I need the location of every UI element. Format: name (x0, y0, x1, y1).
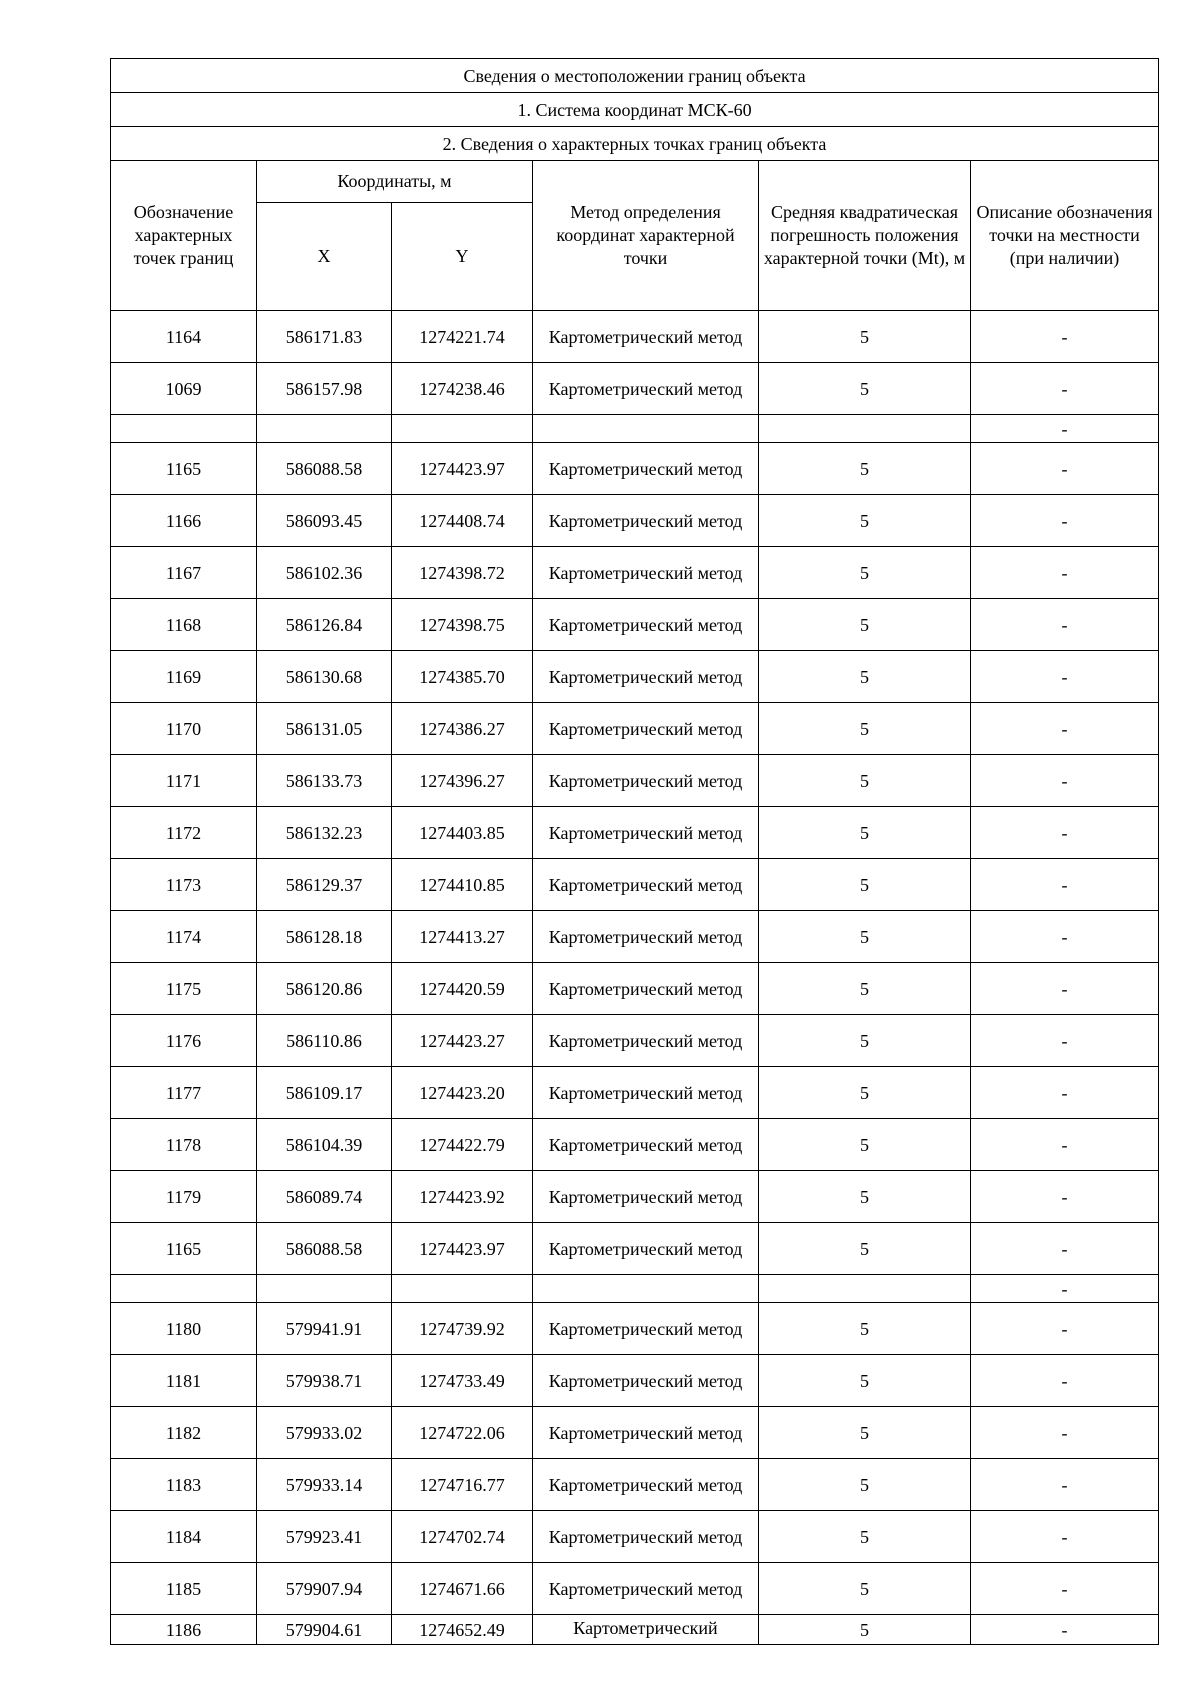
y-cell: 1274739.92 (392, 1303, 533, 1355)
table-row (111, 1303, 1159, 1355)
point-cell: 1184 (111, 1511, 257, 1563)
accuracy-cell: 5 (759, 1171, 971, 1223)
point-cell: 1174 (111, 911, 257, 963)
description-cell: - (971, 599, 1159, 651)
x-cell: 586133.73 (257, 755, 392, 807)
table-row (111, 807, 1159, 859)
header-accuracy: Средняя квадратическая погрешность положения характерной точки (Mt), м (759, 161, 971, 311)
point-cell (111, 1275, 257, 1303)
header-coordinates: Координаты, м (257, 161, 533, 203)
point-cell: 1179 (111, 1171, 257, 1223)
x-cell: 579941.91 (257, 1303, 392, 1355)
point-cell: 1169 (111, 651, 257, 703)
description-cell: - (971, 1223, 1159, 1275)
accuracy-cell: 5 (759, 1407, 971, 1459)
y-cell (392, 1275, 533, 1303)
table-row (111, 1407, 1159, 1459)
method-cell: Картометрический метод (533, 495, 759, 547)
table-row (111, 1067, 1159, 1119)
x-cell: 586102.36 (257, 547, 392, 599)
accuracy-cell (759, 1275, 971, 1303)
table-row (111, 1459, 1159, 1511)
x-cell: 579938.71 (257, 1355, 392, 1407)
description-cell: - (971, 443, 1159, 495)
accuracy-cell: 5 (759, 1615, 971, 1645)
x-cell: 586104.39 (257, 1119, 392, 1171)
y-cell: 1274385.70 (392, 651, 533, 703)
x-cell: 586132.23 (257, 807, 392, 859)
table-row (111, 311, 1159, 363)
accuracy-cell: 5 (759, 1067, 971, 1119)
accuracy-cell: 5 (759, 363, 971, 415)
table-row (111, 1563, 1159, 1615)
y-cell: 1274396.27 (392, 755, 533, 807)
accuracy-cell: 5 (759, 1303, 971, 1355)
header-method: Метод определения координат характерной точки (533, 161, 759, 311)
method-cell: Картометрический метод (533, 1459, 759, 1511)
point-cell: 1180 (111, 1303, 257, 1355)
method-cell: Картометрический метод (533, 651, 759, 703)
accuracy-cell: 5 (759, 1119, 971, 1171)
x-cell: 586171.83 (257, 311, 392, 363)
method-cell: Картометрический метод (533, 1015, 759, 1067)
y-cell: 1274722.06 (392, 1407, 533, 1459)
table-row (111, 859, 1159, 911)
description-cell: - (971, 1355, 1159, 1407)
y-cell: 1274410.85 (392, 859, 533, 911)
point-cell: 1167 (111, 547, 257, 599)
header-x: X (257, 203, 392, 311)
point-cell: 1178 (111, 1119, 257, 1171)
description-cell: - (971, 651, 1159, 703)
method-cell: Картометрический метод (533, 703, 759, 755)
point-cell: 1166 (111, 495, 257, 547)
y-cell: 1274423.97 (392, 443, 533, 495)
y-cell: 1274398.72 (392, 547, 533, 599)
table-row (111, 651, 1159, 703)
method-cell: Картометрический метод (533, 1563, 759, 1615)
description-cell: - (971, 1119, 1159, 1171)
y-cell: 1274408.74 (392, 495, 533, 547)
y-cell: 1274403.85 (392, 807, 533, 859)
x-cell: 586126.84 (257, 599, 392, 651)
y-cell: 1274702.74 (392, 1511, 533, 1563)
y-cell (392, 415, 533, 443)
x-cell: 586109.17 (257, 1067, 392, 1119)
boundary-points-table (110, 58, 1159, 1645)
accuracy-cell (759, 415, 971, 443)
accuracy-cell: 5 (759, 311, 971, 363)
y-cell: 1274671.66 (392, 1563, 533, 1615)
description-cell: - (971, 1303, 1159, 1355)
y-cell: 1274423.92 (392, 1171, 533, 1223)
y-cell: 1274413.27 (392, 911, 533, 963)
table-row (111, 1615, 1159, 1645)
accuracy-cell: 5 (759, 1511, 971, 1563)
point-cell: 1186 (111, 1615, 257, 1645)
y-cell: 1274423.27 (392, 1015, 533, 1067)
coordinate-system-title: 1. Система координат МСК-60 (111, 93, 1159, 127)
point-cell: 1171 (111, 755, 257, 807)
method-cell: Картометрический метод (533, 1171, 759, 1223)
x-cell: 586128.18 (257, 911, 392, 963)
x-cell: 579933.02 (257, 1407, 392, 1459)
point-cell: 1069 (111, 363, 257, 415)
table-row (111, 703, 1159, 755)
y-cell: 1274716.77 (392, 1459, 533, 1511)
x-cell: 579933.14 (257, 1459, 392, 1511)
point-cell: 1170 (111, 703, 257, 755)
y-cell: 1274238.46 (392, 363, 533, 415)
point-cell: 1175 (111, 963, 257, 1015)
description-cell: - (971, 1511, 1159, 1563)
accuracy-cell: 5 (759, 755, 971, 807)
description-cell: - (971, 963, 1159, 1015)
x-cell: 586130.68 (257, 651, 392, 703)
table-row (111, 1119, 1159, 1171)
description-cell: - (971, 859, 1159, 911)
description-cell: - (971, 1563, 1159, 1615)
y-cell: 1274420.59 (392, 963, 533, 1015)
y-cell: 1274733.49 (392, 1355, 533, 1407)
x-cell: 586131.05 (257, 703, 392, 755)
table-row (111, 755, 1159, 807)
method-cell: Картометрический метод (533, 1511, 759, 1563)
accuracy-cell: 5 (759, 1355, 971, 1407)
description-cell: - (971, 415, 1159, 443)
table-row (111, 1171, 1159, 1223)
x-cell (257, 415, 392, 443)
accuracy-cell: 5 (759, 443, 971, 495)
x-cell: 586088.58 (257, 443, 392, 495)
y-cell: 1274422.79 (392, 1119, 533, 1171)
table-row (111, 363, 1159, 415)
method-cell: Картометрический метод (533, 443, 759, 495)
method-cell: Картометрический (533, 1615, 759, 1645)
x-cell: 586088.58 (257, 1223, 392, 1275)
table-row (111, 547, 1159, 599)
table-row (111, 599, 1159, 651)
table-row (111, 1223, 1159, 1275)
method-cell: Картометрический метод (533, 755, 759, 807)
y-cell: 1274423.20 (392, 1067, 533, 1119)
description-cell: - (971, 363, 1159, 415)
description-cell: - (971, 911, 1159, 963)
accuracy-cell: 5 (759, 703, 971, 755)
accuracy-cell: 5 (759, 911, 971, 963)
points-section-title: 2. Сведения о характерных точках границ объекта (111, 127, 1159, 161)
description-cell: - (971, 1275, 1159, 1303)
x-cell: 579904.61 (257, 1615, 392, 1645)
separator-row (111, 1275, 1159, 1303)
description-cell: - (971, 1171, 1159, 1223)
method-cell: Картометрический метод (533, 599, 759, 651)
method-cell: Картометрический метод (533, 911, 759, 963)
header-y: Y (392, 203, 533, 311)
method-cell (533, 415, 759, 443)
x-cell: 586129.37 (257, 859, 392, 911)
method-cell (533, 1275, 759, 1303)
y-cell: 1274652.49 (392, 1615, 533, 1645)
point-cell: 1164 (111, 311, 257, 363)
method-cell: Картометрический метод (533, 1067, 759, 1119)
boundary-points-document (110, 58, 1158, 1645)
x-cell: 586120.86 (257, 963, 392, 1015)
point-cell: 1185 (111, 1563, 257, 1615)
description-cell: - (971, 1407, 1159, 1459)
y-cell: 1274221.74 (392, 311, 533, 363)
point-cell (111, 415, 257, 443)
accuracy-cell: 5 (759, 1563, 971, 1615)
accuracy-cell: 5 (759, 495, 971, 547)
method-cell: Картометрический метод (533, 363, 759, 415)
point-cell: 1182 (111, 1407, 257, 1459)
point-cell: 1177 (111, 1067, 257, 1119)
accuracy-cell: 5 (759, 963, 971, 1015)
description-cell: - (971, 547, 1159, 599)
accuracy-cell: 5 (759, 547, 971, 599)
document-title: Сведения о местоположении границ объекта (111, 59, 1159, 93)
point-cell: 1172 (111, 807, 257, 859)
description-cell: - (971, 1615, 1159, 1645)
accuracy-cell: 5 (759, 1459, 971, 1511)
accuracy-cell: 5 (759, 599, 971, 651)
table-row (111, 1355, 1159, 1407)
description-cell: - (971, 1459, 1159, 1511)
description-cell: - (971, 1067, 1159, 1119)
table-row (111, 1015, 1159, 1067)
accuracy-cell: 5 (759, 1015, 971, 1067)
accuracy-cell: 5 (759, 651, 971, 703)
table-row (111, 911, 1159, 963)
y-cell: 1274423.97 (392, 1223, 533, 1275)
separator-row (111, 415, 1159, 443)
description-cell: - (971, 1015, 1159, 1067)
point-cell: 1181 (111, 1355, 257, 1407)
header-point-label: Обозначение характерных точек границ (111, 161, 257, 311)
method-cell: Картометрический метод (533, 807, 759, 859)
point-cell: 1168 (111, 599, 257, 651)
table-row (111, 495, 1159, 547)
description-cell: - (971, 703, 1159, 755)
point-cell: 1165 (111, 443, 257, 495)
method-cell: Картометрический метод (533, 1303, 759, 1355)
method-cell: Картометрический метод (533, 1407, 759, 1459)
point-cell: 1165 (111, 1223, 257, 1275)
table-row (111, 443, 1159, 495)
x-cell: 579923.41 (257, 1511, 392, 1563)
method-cell: Картометрический метод (533, 311, 759, 363)
method-cell: Картометрический метод (533, 1119, 759, 1171)
method-cell: Картометрический метод (533, 547, 759, 599)
x-cell: 586157.98 (257, 363, 392, 415)
method-cell: Картометрический метод (533, 1355, 759, 1407)
description-cell: - (971, 495, 1159, 547)
point-cell: 1183 (111, 1459, 257, 1511)
x-cell: 586110.86 (257, 1015, 392, 1067)
description-cell: - (971, 755, 1159, 807)
x-cell: 579907.94 (257, 1563, 392, 1615)
x-cell: 586093.45 (257, 495, 392, 547)
description-cell: - (971, 311, 1159, 363)
x-cell: 586089.74 (257, 1171, 392, 1223)
point-cell: 1176 (111, 1015, 257, 1067)
table-row (111, 963, 1159, 1015)
accuracy-cell: 5 (759, 1223, 971, 1275)
point-cell: 1173 (111, 859, 257, 911)
x-cell (257, 1275, 392, 1303)
method-cell: Картометрический метод (533, 859, 759, 911)
table-row (111, 1511, 1159, 1563)
description-cell: - (971, 807, 1159, 859)
accuracy-cell: 5 (759, 807, 971, 859)
y-cell: 1274398.75 (392, 599, 533, 651)
method-cell: Картометрический метод (533, 1223, 759, 1275)
method-cell: Картометрический метод (533, 963, 759, 1015)
accuracy-cell: 5 (759, 859, 971, 911)
y-cell: 1274386.27 (392, 703, 533, 755)
header-description: Описание обозначения точки на местности (при наличии) (971, 161, 1159, 311)
